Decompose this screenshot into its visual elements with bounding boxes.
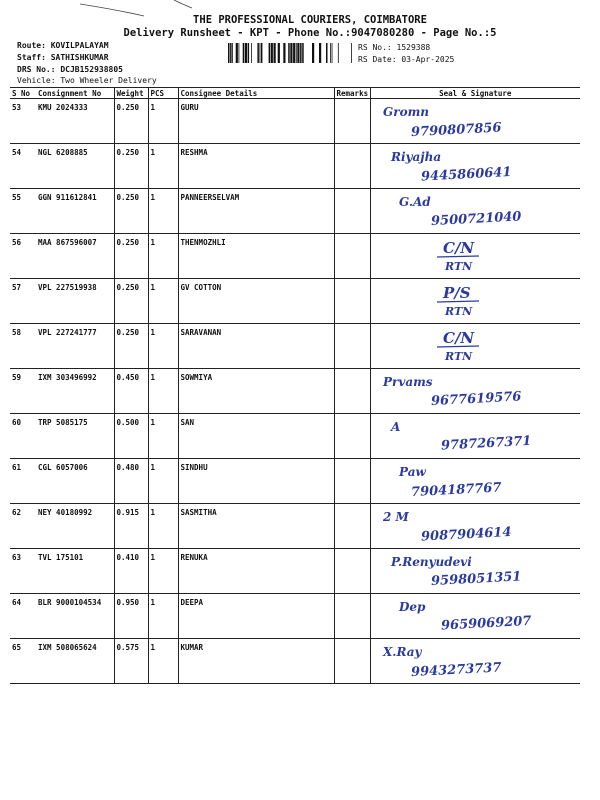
remarks-cell	[334, 459, 370, 504]
remarks-cell	[334, 549, 370, 594]
signature-name: X.Ray	[382, 645, 421, 659]
consignee-cell: SARAVANAN	[178, 324, 334, 369]
pcs-cell: 1	[148, 279, 178, 324]
signature-cell	[370, 414, 580, 459]
drs-number: DRS No.: DCJB152938805	[17, 65, 123, 74]
consignee-cell: THENMOZHLI	[178, 234, 334, 279]
sno-cell: 56	[10, 234, 36, 279]
runsheet-subtitle: Delivery Runsheet - KPT - Phone No.:9047080280 - Page No.:5	[123, 27, 497, 39]
staff-label: Staff: SATHISHKUMAR	[17, 53, 109, 62]
signature-cell	[370, 144, 580, 189]
weight-cell: 0.450	[114, 369, 148, 414]
signature-name: P.Renyudevi	[390, 555, 472, 569]
signature-name: G.Ad	[398, 195, 431, 209]
table-row	[10, 549, 580, 594]
route-label: Route: KOVILPALAYAM	[17, 41, 109, 50]
signature-name: P/S	[442, 284, 471, 302]
signature-cell	[370, 639, 580, 684]
weight-cell: 0.250	[114, 144, 148, 189]
col-consignee: Consignee Details	[178, 88, 334, 99]
signature-phone: 9598051351	[430, 569, 522, 590]
col-remarks: Remarks	[334, 88, 370, 99]
weight-cell: 0.250	[114, 279, 148, 324]
signature-phone: 9677619576	[430, 389, 522, 410]
consignment-cell: MAA 867596007	[36, 234, 114, 279]
handwritten-signature	[371, 234, 581, 275]
consignee-cell: SOWMIYA	[178, 369, 334, 414]
signature-phone: RTN	[444, 305, 472, 318]
consignment-cell: IXM 508065624	[36, 639, 114, 684]
rs-number: RS No.: 1529388	[358, 43, 431, 52]
handwritten-signature	[371, 189, 581, 230]
consignee-cell: GV COTTON	[178, 279, 334, 324]
pcs-cell: 1	[148, 324, 178, 369]
weight-cell: 0.950	[114, 594, 148, 639]
col-weight: Weight	[114, 88, 148, 99]
signature-phone: 9087904614	[420, 524, 512, 545]
sno-cell: 65	[10, 639, 36, 684]
weight-cell: 0.250	[114, 99, 148, 144]
table-row	[10, 279, 580, 324]
signature-name: Riyajha	[390, 150, 441, 164]
signature-name: Dep	[398, 600, 425, 614]
table-row	[10, 234, 580, 279]
consignment-cell: KMU 2024333	[36, 99, 114, 144]
remarks-cell	[334, 369, 370, 414]
sno-cell: 54	[10, 144, 36, 189]
handwritten-signature	[371, 459, 581, 500]
signature-cell	[370, 504, 580, 549]
table-row	[10, 594, 580, 639]
sno-cell: 62	[10, 504, 36, 549]
handwritten-signature	[371, 369, 581, 410]
signature-cell	[370, 279, 580, 324]
runsheet-table	[10, 87, 580, 684]
table-row	[10, 504, 580, 549]
table-row	[10, 639, 580, 684]
sno-cell: 63	[10, 549, 36, 594]
pcs-cell: 1	[148, 189, 178, 234]
weight-cell: 0.410	[114, 549, 148, 594]
signature-name: Paw	[398, 465, 426, 479]
signature-cell	[370, 234, 580, 279]
consignment-cell: IXM 303496992	[36, 369, 114, 414]
consignment-cell: TVL 175101	[36, 549, 114, 594]
remarks-cell	[334, 324, 370, 369]
pcs-cell: 1	[148, 594, 178, 639]
handwritten-signature	[371, 549, 581, 590]
consignee-cell: SASMITHA	[178, 504, 334, 549]
signature-name: A	[390, 420, 400, 434]
table-header-row	[10, 88, 580, 99]
consignee-cell: GURU	[178, 99, 334, 144]
signature-phone: 9500721040	[430, 209, 522, 230]
signature-cell	[370, 459, 580, 504]
signature-name: C/N	[442, 329, 474, 347]
col-signature: Seal & Signature	[370, 88, 580, 99]
table-row	[10, 414, 580, 459]
weight-cell: 0.915	[114, 504, 148, 549]
handwritten-signature	[371, 594, 581, 635]
signature-cell	[370, 549, 580, 594]
weight-cell: 0.500	[114, 414, 148, 459]
remarks-cell	[334, 414, 370, 459]
signature-phone: 9943273737	[410, 660, 502, 680]
table-row	[10, 144, 580, 189]
handwritten-signature	[371, 279, 581, 320]
handwritten-signature	[371, 639, 581, 680]
table-row	[10, 99, 580, 144]
col-sno: S No	[10, 88, 36, 99]
pcs-cell: 1	[148, 549, 178, 594]
weight-cell: 0.480	[114, 459, 148, 504]
handwritten-signature	[371, 504, 581, 545]
company-title: THE PROFESSIONAL COURIERS, COIMBATORE	[193, 14, 427, 26]
signature-name: Prvams	[382, 375, 433, 389]
pcs-cell: 1	[148, 504, 178, 549]
signature-cell	[370, 369, 580, 414]
sno-cell: 59	[10, 369, 36, 414]
rs-date: RS Date: 03-Apr-2025	[358, 55, 455, 64]
sno-cell: 57	[10, 279, 36, 324]
consignment-cell: BLR 9000104534	[36, 594, 114, 639]
signature-phone: 9659069207	[440, 613, 532, 634]
signature-phone: 9445860641	[420, 164, 512, 185]
signature-cell	[370, 324, 580, 369]
table-row	[10, 189, 580, 234]
consignee-cell: PANNEERSELVAM	[178, 189, 334, 234]
barcode	[228, 43, 352, 63]
pcs-cell: 1	[148, 99, 178, 144]
weight-cell: 0.575	[114, 639, 148, 684]
consignment-cell: VPL 227241777	[36, 324, 114, 369]
remarks-cell	[334, 99, 370, 144]
sno-cell: 53	[10, 99, 36, 144]
remarks-cell	[334, 279, 370, 324]
signature-cell	[370, 189, 580, 234]
signature-phone: RTN	[444, 350, 472, 363]
signature-name: 2 M	[382, 510, 409, 524]
consignment-cell: VPL 227519938	[36, 279, 114, 324]
col-pcs: PCS	[148, 88, 178, 99]
table-row	[10, 459, 580, 504]
sno-cell: 60	[10, 414, 36, 459]
consignee-cell: KUMAR	[178, 639, 334, 684]
signature-name: C/N	[442, 239, 474, 257]
table-row	[10, 369, 580, 414]
consignment-cell: CGL 6057006	[36, 459, 114, 504]
consignee-cell: SINDHU	[178, 459, 334, 504]
remarks-cell	[334, 504, 370, 549]
signature-phone: 7904187767	[410, 480, 502, 500]
consignee-cell: RESHMA	[178, 144, 334, 189]
handwritten-signature	[371, 99, 581, 140]
consignment-cell: GGN 911612841	[36, 189, 114, 234]
consignee-cell: RENUKA	[178, 549, 334, 594]
col-consignment: Consignment No	[36, 88, 114, 99]
weight-cell: 0.250	[114, 189, 148, 234]
sno-cell: 61	[10, 459, 36, 504]
signature-phone: 9787267371	[440, 433, 532, 454]
remarks-cell	[334, 144, 370, 189]
consignee-cell: DEEPA	[178, 594, 334, 639]
sno-cell: 55	[10, 189, 36, 234]
pcs-cell: 1	[148, 459, 178, 504]
signature-cell	[370, 594, 580, 639]
vehicle-label: Vehicle: Two Wheeler Delivery	[17, 76, 157, 85]
signature-cell	[370, 99, 580, 144]
remarks-cell	[334, 594, 370, 639]
sno-cell: 64	[10, 594, 36, 639]
table-row	[10, 324, 580, 369]
pcs-cell: 1	[148, 639, 178, 684]
handwritten-signature	[371, 324, 581, 365]
remarks-cell	[334, 639, 370, 684]
sno-cell: 58	[10, 324, 36, 369]
pcs-cell: 1	[148, 144, 178, 189]
consignment-cell: TRP 5085175	[36, 414, 114, 459]
pcs-cell: 1	[148, 414, 178, 459]
remarks-cell	[334, 189, 370, 234]
pcs-cell: 1	[148, 234, 178, 279]
weight-cell: 0.250	[114, 234, 148, 279]
remarks-cell	[334, 234, 370, 279]
pcs-cell: 1	[148, 369, 178, 414]
signature-phone: 9790807856	[410, 120, 502, 140]
consignee-cell: SAN	[178, 414, 334, 459]
consignment-cell: NEY 40180992	[36, 504, 114, 549]
signature-name: Gromn	[382, 105, 429, 119]
handwritten-signature	[371, 414, 581, 455]
consignment-cell: NGL 6208885	[36, 144, 114, 189]
weight-cell: 0.250	[114, 324, 148, 369]
signature-phone: RTN	[444, 260, 472, 273]
handwritten-signature	[371, 144, 581, 185]
